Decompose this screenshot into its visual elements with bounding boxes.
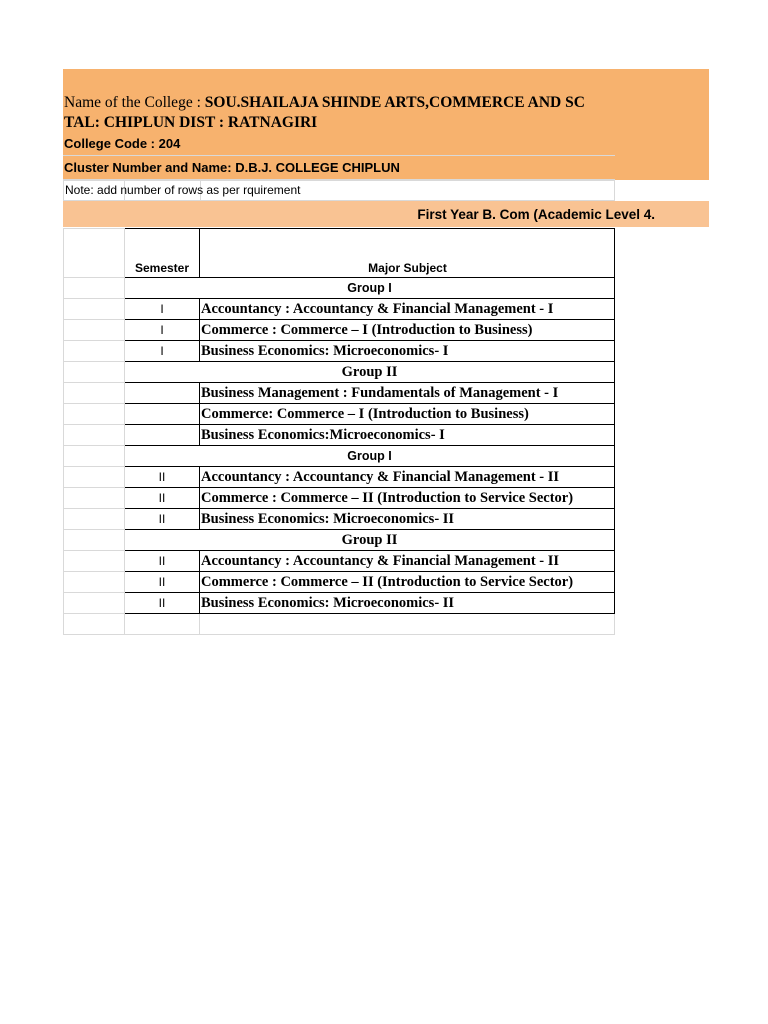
table-row bbox=[64, 551, 615, 572]
blank-cell bbox=[64, 383, 125, 404]
college-name-line bbox=[64, 94, 616, 112]
blank-cell bbox=[64, 362, 125, 383]
group-row bbox=[64, 446, 615, 467]
blank-cell bbox=[64, 229, 125, 278]
college-name-label: Name of the College bbox=[64, 94, 193, 111]
semester-cell bbox=[125, 404, 200, 425]
group-row bbox=[64, 362, 615, 383]
blank-cell bbox=[64, 341, 125, 362]
blank-cell bbox=[64, 278, 125, 299]
note-row bbox=[63, 180, 615, 201]
blank-cell bbox=[64, 572, 125, 593]
table-row bbox=[64, 488, 615, 509]
blank-cell bbox=[64, 488, 125, 509]
cluster-name: Cluster Number and Name: D.B.J. COLLEGE CHIPLUN bbox=[64, 160, 400, 175]
semester-cell: II bbox=[125, 572, 200, 593]
table-row bbox=[64, 383, 615, 404]
subject-cell: Accountancy : Accountancy & Financial Management - II bbox=[200, 551, 615, 572]
college-location: TAL: CHIPLUN DIST : RATNAGIRI bbox=[64, 114, 318, 131]
semester-cell: I bbox=[125, 299, 200, 320]
semester-header: Semester bbox=[125, 229, 200, 278]
note-text: Note: add number of rows as per rquirement bbox=[65, 183, 301, 197]
table-row bbox=[64, 404, 615, 425]
table-row bbox=[64, 299, 615, 320]
blank-cell bbox=[64, 404, 125, 425]
subject-cell: Accountancy : Accountancy & Financial Management - I bbox=[200, 299, 615, 320]
banner-label: First Year B. Com (Academic Level 4. bbox=[417, 207, 655, 222]
table-row bbox=[64, 509, 615, 530]
table-row bbox=[64, 341, 615, 362]
subject-cell: Business Economics:Microeconomics- I bbox=[200, 425, 615, 446]
table-row bbox=[64, 593, 615, 614]
table-row bbox=[64, 425, 615, 446]
subject-cell: Business Management : Fundamentals of Management - I bbox=[200, 383, 615, 404]
semester-cell: II bbox=[125, 509, 200, 530]
college-code-row bbox=[63, 133, 615, 156]
semester-cell: I bbox=[125, 320, 200, 341]
empty-row bbox=[64, 614, 615, 635]
semester-cell: II bbox=[125, 467, 200, 488]
semester-cell bbox=[125, 425, 200, 446]
table-row bbox=[64, 467, 615, 488]
blank-cell bbox=[64, 299, 125, 320]
group-label: Group II bbox=[125, 530, 615, 551]
subject-cell: Business Economics: Microeconomics- II bbox=[200, 593, 615, 614]
college-code: College Code : 204 bbox=[64, 136, 181, 151]
banner-text bbox=[63, 201, 655, 227]
major-subject-header: Major Subject bbox=[200, 229, 615, 278]
blank-cell bbox=[64, 593, 125, 614]
blank-cell bbox=[64, 530, 125, 551]
college-name-value: SOU.SHAILAJA SHINDE ARTS,COMMERCE AND SC bbox=[204, 94, 585, 111]
empty-cell bbox=[200, 614, 615, 635]
table-row bbox=[64, 572, 615, 593]
semester-cell: II bbox=[125, 593, 200, 614]
subject-cell: Commerce : Commerce – I (Introduction to Business) bbox=[200, 320, 615, 341]
semester-cell: II bbox=[125, 551, 200, 572]
table-row bbox=[64, 320, 615, 341]
blank-cell bbox=[64, 467, 125, 488]
blank-cell bbox=[64, 320, 125, 341]
subject-cell: Commerce : Commerce – II (Introduction to Service Sector) bbox=[200, 488, 615, 509]
blank-cell bbox=[64, 614, 125, 635]
group-row bbox=[64, 530, 615, 551]
blank-cell bbox=[64, 509, 125, 530]
blank-cell bbox=[64, 551, 125, 572]
subject-cell: Accountancy : Accountancy & Financial Management - II bbox=[200, 467, 615, 488]
cluster-row bbox=[63, 157, 615, 180]
semester-cell: I bbox=[125, 341, 200, 362]
semester-cell bbox=[125, 383, 200, 404]
group-label: Group II bbox=[125, 362, 615, 383]
group-label: Group I bbox=[125, 278, 615, 299]
subjects-table bbox=[63, 228, 615, 635]
subject-cell: Commerce: Commerce – I (Introduction to Business) bbox=[200, 404, 615, 425]
subject-cell: Business Economics: Microeconomics- I bbox=[200, 341, 615, 362]
group-row bbox=[64, 278, 615, 299]
table-header-row bbox=[64, 229, 615, 278]
college-name-sep: : bbox=[192, 94, 205, 111]
subject-cell: Commerce : Commerce – II (Introduction to Service Sector) bbox=[200, 572, 615, 593]
empty-cell bbox=[125, 614, 200, 635]
subject-cell: Business Economics: Microeconomics- II bbox=[200, 509, 615, 530]
group-label: Group I bbox=[125, 446, 615, 467]
semester-cell: II bbox=[125, 488, 200, 509]
blank-cell bbox=[64, 425, 125, 446]
blank-cell bbox=[64, 446, 125, 467]
